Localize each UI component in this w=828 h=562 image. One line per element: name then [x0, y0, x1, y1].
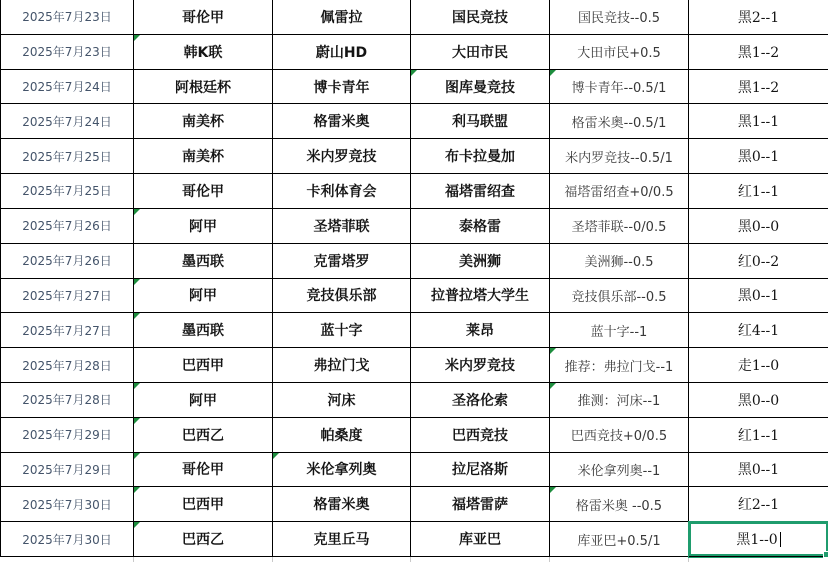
cell-text: 博卡青年--0.5/1 [571, 81, 667, 97]
cell-prediction-row-12[interactable] [550, 383, 689, 418]
error-flag-triangle-icon [134, 487, 140, 493]
cell-text: 利马联盟 [452, 114, 508, 131]
cell-text: 哥伦甲 [182, 9, 224, 26]
cell-home-row-16[interactable] [273, 522, 411, 557]
cell-text: 推荐：弗拉门戈--1 [564, 359, 674, 375]
cell-home-row-5[interactable] [273, 139, 411, 174]
cell-text: 2025年7月23日 [22, 10, 112, 25]
cell-league-row-16[interactable] [134, 522, 273, 557]
cell-text: 红1--1 [737, 427, 780, 444]
cell-prediction-row-8[interactable] [550, 244, 689, 279]
cell-text: 库亚巴+0.5/1 [577, 533, 661, 549]
cell-text: 红0--2 [737, 253, 780, 270]
active-cell-result-row-16[interactable] [689, 522, 828, 557]
cell-text: 2025年7月29日 [22, 462, 112, 477]
cell-away-row-2[interactable] [411, 35, 550, 70]
cell-away-row-11[interactable] [411, 348, 550, 383]
cell-text: 福塔雷绍查+0/0.5 [564, 185, 674, 201]
cell-text: 米内罗竞技 [306, 149, 377, 166]
cell-league-row-6[interactable] [134, 174, 273, 209]
cell-result-row-4[interactable] [689, 104, 828, 139]
cell-home-row-9[interactable] [273, 279, 411, 314]
cell-date-row-9[interactable] [1, 279, 134, 314]
error-flag-triangle-icon [550, 70, 556, 76]
cell-prediction-row-1[interactable] [550, 0, 689, 35]
cell-text: 格雷米奥 [313, 497, 370, 514]
cell-text: 2025年7月23日 [22, 45, 112, 60]
cell-home-row-10[interactable] [273, 313, 411, 348]
cell-away-row-6[interactable] [411, 174, 550, 209]
cell-text: 墨西联 [182, 323, 224, 340]
cell-text: 推测：河床--1 [577, 394, 661, 410]
cell-text: 国民竞技 [452, 9, 508, 26]
cell-prediction-row-6[interactable] [550, 174, 689, 209]
cell-text: 图库曼竞技 [445, 79, 515, 96]
cell-text: 2025年7月30日 [22, 497, 112, 512]
cell-date-row-5[interactable] [1, 139, 134, 174]
cell-text: 阿甲 [189, 218, 217, 235]
cell-text: 黑1--1 [737, 114, 780, 131]
error-flag-triangle-icon [134, 383, 140, 389]
cell-text: 卡利体育会 [306, 183, 377, 200]
cell-date-row-16[interactable] [1, 522, 134, 557]
cell-date-row-4[interactable] [1, 104, 134, 139]
cell-text: 黑0--0 [737, 218, 780, 235]
error-flag-triangle-icon [134, 279, 140, 285]
cell-text: 格雷米奥 [313, 114, 370, 131]
cell-away-row-16[interactable] [411, 522, 550, 557]
cell-text: 帕桑度 [320, 427, 363, 444]
cell-league-row-7[interactable] [134, 209, 273, 244]
cell-text: 2025年7月24日 [22, 80, 112, 95]
cell-away-row-10[interactable] [411, 313, 550, 348]
cell-home-row-4[interactable] [273, 104, 411, 139]
cell-league-row-8[interactable] [134, 244, 273, 279]
cell-text: 克里丘马 [313, 532, 370, 549]
cell-text: 大田市民+0.5 [577, 46, 661, 62]
cell-text: 2025年7月30日 [22, 532, 112, 547]
cell-text: 克雷塔罗 [313, 253, 370, 270]
cell-text: 蓝十字--1 [590, 324, 648, 340]
cell-date-row-11[interactable] [1, 348, 134, 383]
error-flag-triangle-icon [134, 522, 140, 528]
cell-text: 黑2--1 [737, 9, 780, 26]
cell-result-row-11[interactable] [689, 348, 828, 383]
cell-league-row-5[interactable] [134, 139, 273, 174]
cell-date-row-15[interactable] [1, 487, 134, 522]
cell-prediction-row-7[interactable] [550, 209, 689, 244]
cell-text: 福塔雷萨 [452, 497, 508, 514]
cell-text: 拉尼洛斯 [452, 462, 508, 479]
cell-text: 米内罗竞技--0.5/1 [565, 150, 673, 166]
cell-text: 蓝十字 [320, 323, 363, 340]
cell-home-row-8[interactable] [273, 244, 411, 279]
cell-text: 美洲狮--0.5 [584, 255, 654, 271]
cell-result-row-12[interactable] [689, 383, 828, 418]
cell-text: 拉普拉塔大学生 [431, 288, 529, 305]
cell-prediction-row-9[interactable] [550, 279, 689, 314]
cell-text: 米伦拿列奥--1 [577, 463, 661, 479]
cell-result-row-5[interactable] [689, 139, 828, 174]
cell-away-row-1[interactable] [411, 0, 550, 35]
cell-away-row-3[interactable] [411, 70, 550, 105]
cell-text: 博卡青年 [313, 79, 370, 96]
cell-home-row-6[interactable] [273, 174, 411, 209]
cell-text: 莱昂 [466, 323, 494, 340]
cell-text: 黑0--1 [737, 462, 780, 479]
gridline-stub [549, 557, 550, 562]
cell-text: 米内罗竞技 [445, 358, 515, 375]
error-flag-triangle-icon [134, 453, 140, 459]
cell-home-row-1[interactable] [273, 0, 411, 35]
cell-text: 美洲狮 [459, 253, 501, 270]
cell-text: 南美杯 [182, 114, 224, 131]
cell-text: 圣塔菲联 [313, 218, 370, 235]
gridline-stub [133, 557, 134, 562]
cell-date-row-12[interactable] [1, 383, 134, 418]
cell-league-row-4[interactable] [134, 104, 273, 139]
cell-text: 2025年7月27日 [22, 288, 112, 303]
cell-text: 库亚巴 [459, 532, 501, 549]
cell-date-row-6[interactable] [1, 174, 134, 209]
cell-text: 哥伦甲 [182, 183, 224, 200]
cell-text: 巴西竞技 [452, 427, 508, 444]
cell-text: 巴西甲 [182, 497, 224, 514]
gridline-stub [688, 557, 689, 562]
cell-text: 阿根廷杯 [175, 79, 231, 96]
cell-prediction-row-3[interactable] [550, 70, 689, 105]
cell-text: 2025年7月26日 [22, 254, 112, 269]
cell-prediction-row-4[interactable] [550, 104, 689, 139]
cell-result-row-2[interactable] [689, 35, 828, 70]
cell-league-row-13[interactable] [134, 418, 273, 453]
cell-result-row-1[interactable] [689, 0, 828, 35]
cell-prediction-row-15[interactable] [550, 487, 689, 522]
cell-league-row-3[interactable] [134, 70, 273, 105]
cell-text: 黑0--0 [737, 392, 780, 409]
cell-text: 竞技俱乐部 [306, 288, 377, 305]
cell-text: 黑1--0 [736, 532, 778, 549]
cell-text: 哥伦甲 [182, 462, 224, 479]
cell-away-row-9[interactable] [411, 279, 550, 314]
cell-home-row-7[interactable] [273, 209, 411, 244]
cell-home-row-12[interactable] [273, 383, 411, 418]
error-flag-triangle-icon [134, 209, 140, 215]
text-cursor [780, 532, 781, 547]
cell-date-row-10[interactable] [1, 313, 134, 348]
cell-text: 南美杯 [182, 149, 224, 166]
cell-league-row-2[interactable] [134, 35, 273, 70]
cell-away-row-7[interactable] [411, 209, 550, 244]
cell-text: 佩雷拉 [320, 9, 363, 26]
cell-away-row-12[interactable] [411, 383, 550, 418]
cell-home-row-11[interactable] [273, 348, 411, 383]
cell-text: 米伦拿列奥 [306, 462, 377, 479]
cell-home-row-2[interactable] [273, 35, 411, 70]
error-flag-triangle-icon [550, 487, 556, 493]
cell-home-row-15[interactable] [273, 487, 411, 522]
cell-league-row-12[interactable] [134, 383, 273, 418]
cell-text: 红1--1 [737, 183, 780, 200]
cell-text: 走1--0 [737, 358, 780, 375]
cell-result-row-10[interactable] [689, 313, 828, 348]
cell-away-row-14[interactable] [411, 453, 550, 488]
cell-result-row-15[interactable] [689, 487, 828, 522]
cell-text: 大田市民 [452, 44, 508, 61]
cell-text: 巴西竞技+0/0.5 [570, 429, 668, 445]
cell-text: 2025年7月26日 [22, 219, 112, 234]
cell-away-row-13[interactable] [411, 418, 550, 453]
cell-text: 2025年7月28日 [22, 393, 112, 408]
cell-text: 河床 [327, 392, 356, 409]
cell-date-row-3[interactable] [1, 70, 134, 105]
cell-away-row-4[interactable] [411, 104, 550, 139]
gridline-stub [272, 557, 273, 562]
cell-text: 墨西联 [182, 253, 224, 270]
cell-prediction-row-10[interactable] [550, 313, 689, 348]
cell-text: 竞技俱乐部--0.5 [571, 289, 667, 305]
gridline-stub [410, 557, 411, 562]
cell-league-row-9[interactable] [134, 279, 273, 314]
cell-prediction-row-11[interactable] [550, 348, 689, 383]
cell-date-row-8[interactable] [1, 244, 134, 279]
cell-text: 2025年7月27日 [22, 323, 112, 338]
cell-text: 红4--1 [737, 323, 780, 340]
cell-prediction-row-13[interactable] [550, 418, 689, 453]
cell-away-row-15[interactable] [411, 487, 550, 522]
cell-text: 韩K联 [183, 44, 223, 61]
cell-home-row-13[interactable] [273, 418, 411, 453]
cell-result-row-14[interactable] [689, 453, 828, 488]
cell-text: 红2--1 [737, 497, 780, 514]
cell-text: 格雷米奥--0.5/1 [571, 115, 667, 131]
cell-text: 阿甲 [189, 288, 217, 305]
cell-text: 黑0--1 [737, 149, 780, 166]
cell-text: 黑0--1 [737, 288, 780, 305]
cell-result-row-13[interactable] [689, 418, 828, 453]
cell-result-row-8[interactable] [689, 244, 828, 279]
cell-text: 弗拉门戈 [313, 358, 370, 375]
cell-result-row-7[interactable] [689, 209, 828, 244]
error-flag-triangle-icon [273, 453, 279, 459]
cell-text: 巴西乙 [182, 532, 224, 549]
cell-result-row-9[interactable] [689, 279, 828, 314]
cell-text: 2025年7月25日 [22, 149, 112, 164]
cell-text: 阿甲 [189, 392, 217, 409]
cell-away-row-8[interactable] [411, 244, 550, 279]
cell-away-row-5[interactable] [411, 139, 550, 174]
cell-prediction-row-14[interactable] [550, 453, 689, 488]
error-flag-triangle-icon [550, 383, 556, 389]
error-flag-triangle-icon [134, 35, 140, 41]
error-flag-triangle-icon [411, 70, 417, 76]
cell-date-row-2[interactable] [1, 35, 134, 70]
cell-text: 黑1--2 [737, 44, 780, 61]
cell-text: 2025年7月25日 [22, 184, 112, 199]
cell-league-row-14[interactable] [134, 453, 273, 488]
cell-text: 巴西甲 [182, 358, 224, 375]
cell-date-row-13[interactable] [1, 418, 134, 453]
cell-text: 圣洛伦索 [452, 392, 508, 409]
cell-text: 泰格雷 [459, 218, 501, 235]
cell-result-row-3[interactable] [689, 70, 828, 105]
cell-date-row-1[interactable] [1, 0, 134, 35]
error-flag-triangle-icon [550, 348, 556, 354]
cell-result-row-6[interactable] [689, 174, 828, 209]
cell-text: 福塔雷绍查 [445, 183, 515, 200]
cell-league-row-15[interactable] [134, 487, 273, 522]
cell-prediction-row-5[interactable] [550, 139, 689, 174]
cell-date-row-14[interactable] [1, 453, 134, 488]
error-flag-triangle-icon [134, 313, 140, 319]
cell-text: 黑1--2 [737, 79, 780, 96]
cell-text: 格雷米奥 --0.5 [575, 498, 663, 514]
cell-home-row-14[interactable] [273, 453, 411, 488]
cell-text: 布卡拉曼加 [445, 149, 515, 166]
cell-prediction-row-16[interactable] [550, 522, 689, 557]
cell-home-row-3[interactable] [273, 70, 411, 105]
cell-league-row-10[interactable] [134, 313, 273, 348]
cell-text: 2025年7月24日 [22, 114, 112, 129]
cell-text: 国民竞技--0.5 [577, 11, 661, 27]
cell-text: 圣塔菲联--0/0.5 [571, 220, 667, 236]
cell-league-row-11[interactable] [134, 348, 273, 383]
cell-text: 2025年7月29日 [22, 428, 112, 443]
error-flag-triangle-icon [134, 418, 140, 424]
cell-text: 2025年7月28日 [22, 358, 112, 373]
cell-date-row-7[interactable] [1, 209, 134, 244]
cell-text: 蔚山HD [315, 44, 368, 61]
cell-text: 巴西乙 [182, 427, 224, 444]
cell-prediction-row-2[interactable] [550, 35, 689, 70]
cell-league-row-1[interactable] [134, 0, 273, 35]
